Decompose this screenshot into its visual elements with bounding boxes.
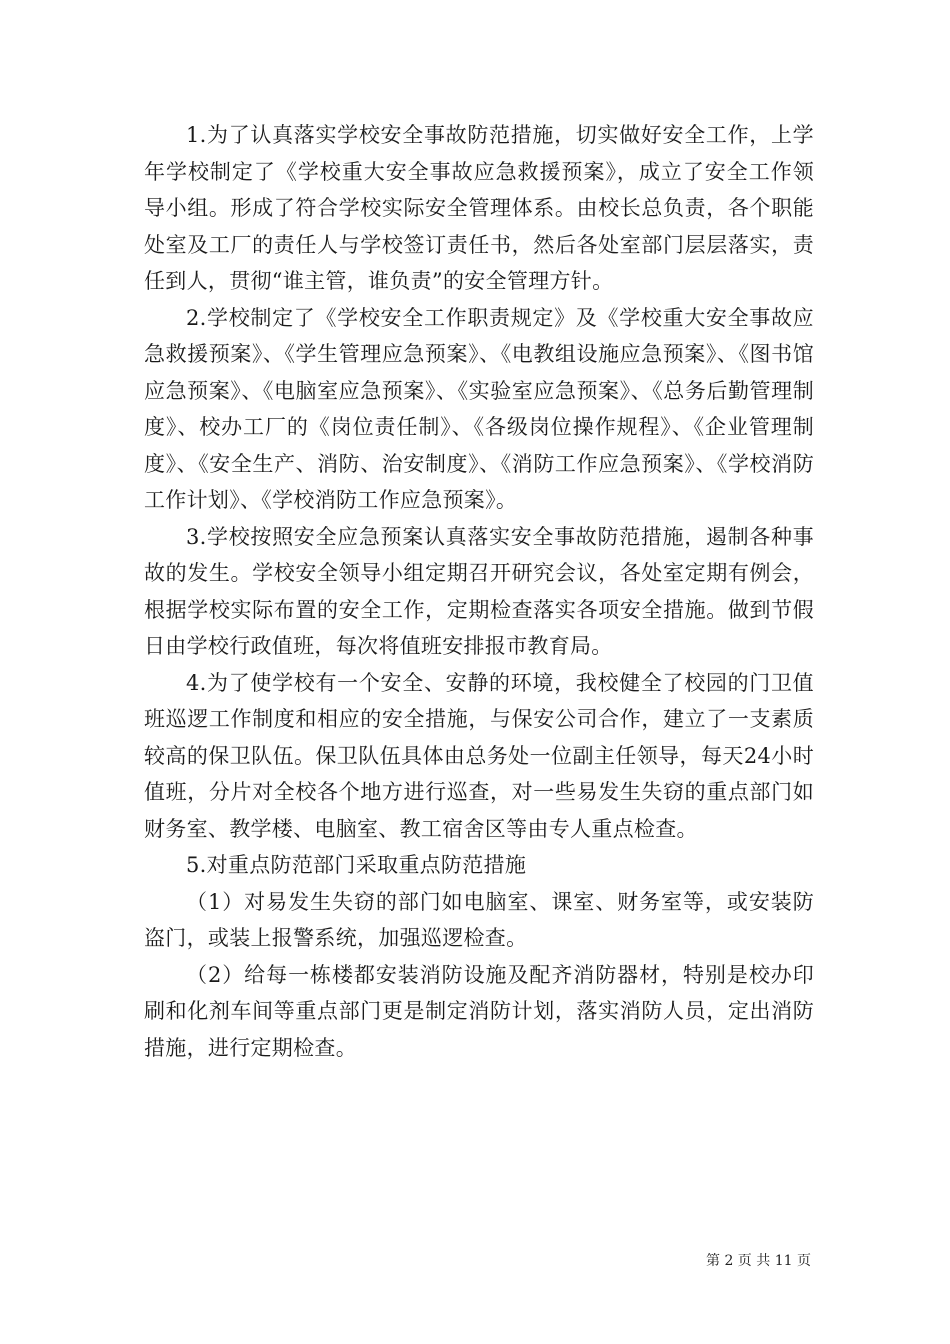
paragraph-5-heading: 5.对重点防范部门采取重点防范措施	[186, 853, 527, 877]
paragraph-5-item-2: （2）给每一栋楼都安装消防设施及配齐消防器材，特别是校办印刷和化剂车间等重点部门更是制定消防计划，落实消防人员，定出消防措施，进行定期检查。	[144, 962, 814, 1060]
page-number-footer: 第 2 页 共 11 页	[706, 1253, 811, 1269]
paragraph-2: 2.学校制定了《学校安全工作职责规定》及《学校重大安全事故应急救援预案》、《学生管理应急预案》、《电教组设施应急预案》、《图书馆应急预案》、《电脑室应急预案》、《实验室应急预案》、《总务后勤管理制度》、校办工厂的《岗位责任制》、《各级岗位操作规程》、《企业管理制度》、《安全生产、消防、治安制度》、《消防工作应急预案》、《学校消防工作计划》、《学校消防工作应急预案》。	[144, 305, 814, 512]
paragraph-1: 1.为了认真落实学校安全事故防范措施，切实做好安全工作，上学年学校制定了《学校重大安全事故应急救援预案》，成立了安全工作领导小组。形成了符合学校实际安全管理体系。由校长总负责，各个职能处室及工厂的责任人与学校签订责任书，然后各处室部门层层落实，责任到人，贯彻“谁主管，谁负责”的安全管理方针。	[144, 123, 814, 293]
paragraph-5-item-1: （1）对易发生失窃的部门如电脑室、课室、财务室等，或安装防盗门，或装上报警系统，加强巡逻检查。	[144, 889, 814, 950]
document-body	[144, 117, 814, 1066]
paragraph-3: 3.学校按照安全应急预案认真落实安全事故防范措施，遏制各种事故的发生。学校安全领导小组定期召开研究会议，各处室定期有例会，根据学校实际布置的安全工作，定期检查落实各项安全措施。做到节假日由学校行政值班，每次将值班安排报市教育局。	[144, 524, 814, 658]
paragraph-4: 4.为了使学校有一个安全、安静的环境，我校健全了校园的门卫值班巡逻工作制度和相应的安全措施，与保安公司合作，建立了一支素质较高的保卫队伍。保卫队伍具体由总务处一位副主任领导，每天24小时值班，分片对全校各个地方进行巡查，对一些易发生失窃的重点部门如财务室、教学楼、电脑室、教工宿舍区等由专人重点检查。	[144, 670, 814, 841]
